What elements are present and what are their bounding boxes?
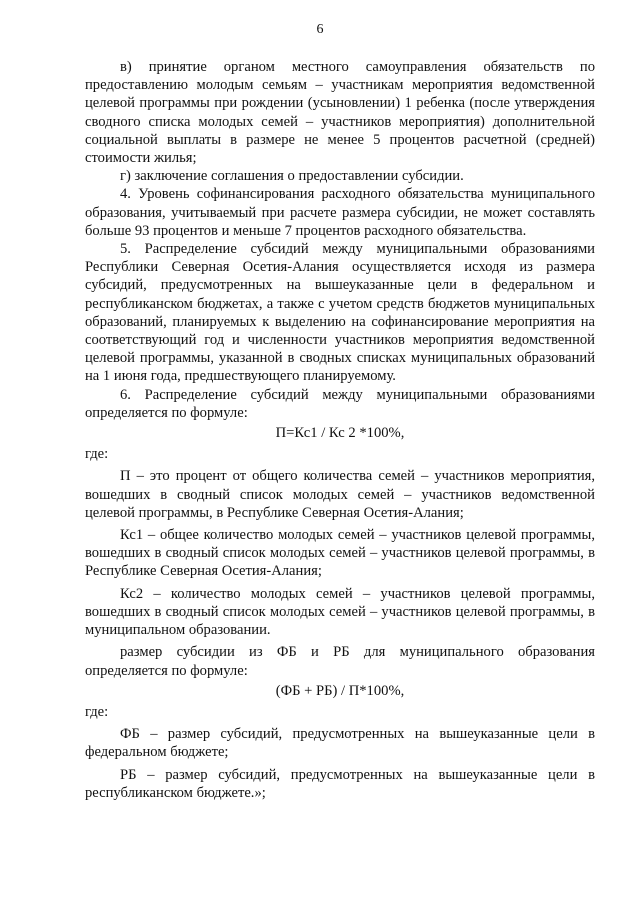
where-label-2: где:: [85, 703, 109, 720]
definition-ks2: Кс2 – количество молодых семей – участников целевой программы, вошедших в сводный список молодых семей – участников целевой программы, в муниципальном образовании.: [85, 585, 595, 639]
paragraph-item-5: 5. Распределение субсидий между муниципальными образованиями Республики Северная Осетия-Алания осуществляется исходя из размера субсидий, предусмотренных на вышеуказанные цели в федеральном и республиканском бюджетах, а также с учетом средств бюджетов муниципальных образований, планируемых к выделению на софинансирование мероприятия на соответствующий год и численности участников мероприятия ведомственной целевой программы, указанной в сводных списках муниципальных образований на 1 июня года, предшествующего планируемому.: [85, 241, 595, 385]
paragraph-clause-v: в) принятие органом местного самоуправления обязательств по предоставлению молодым семьям – участникам мероприятия ведомственной целевой программы при рождении (усыновлении) 1 ребенка (после утверждения сводного списка молодых семей – участников мероприятия) дополнительной социальной выплаты в размере не менее 5 процентов расчетной (средней) стоимости жилья;: [85, 59, 595, 167]
paragraph-item-6: 6. Распределение субсидий между муниципальными образованиями определяется по формуле:: [85, 386, 595, 421]
document-body: [85, 58, 595, 802]
definition-p: П – это процент от общего количества семей – участников мероприятия, вошедших в сводный список молодых семей – участников ведомственной целевой программы, в Республике Северная Осетия-Алания;: [85, 468, 595, 521]
definition-ks1: Кс1 – общее количество молодых семей – участников целевой программы, вошедших в сводный список молодых семей – участников целевой программы, в Республике Северная Осетия-Алания;: [85, 527, 595, 580]
formula-percent: П=Кс1 / Кс 2 *100%,: [275, 425, 405, 442]
definition-fb: ФБ – размер субсидий, предусмотренных на вышеуказанные цели в федеральном бюджете;: [85, 726, 595, 761]
definition-rb: РБ – размер субсидий, предусмотренных на вышеуказанные цели в республиканском бюджете.»;: [85, 766, 595, 801]
formula-subsidy: (ФБ + РБ) / П*100%,: [275, 682, 405, 699]
paragraph-item-4: 4. Уровень софинансирования расходного обязательства муниципального образования, учитываемый при расчете размера субсидии, не может составлять больше 93 процентов и меньше 7 процентов расходного обязательства.: [85, 186, 595, 239]
page-number: 6: [316, 22, 324, 37]
paragraph-clause-g: г) заключение соглашения о предоставлении субсидии.: [120, 168, 464, 185]
paragraph-subsidy-size: размер субсидии из ФБ и РБ для муниципального образования определяется по формуле:: [85, 644, 595, 679]
where-label-1: где:: [85, 446, 109, 463]
